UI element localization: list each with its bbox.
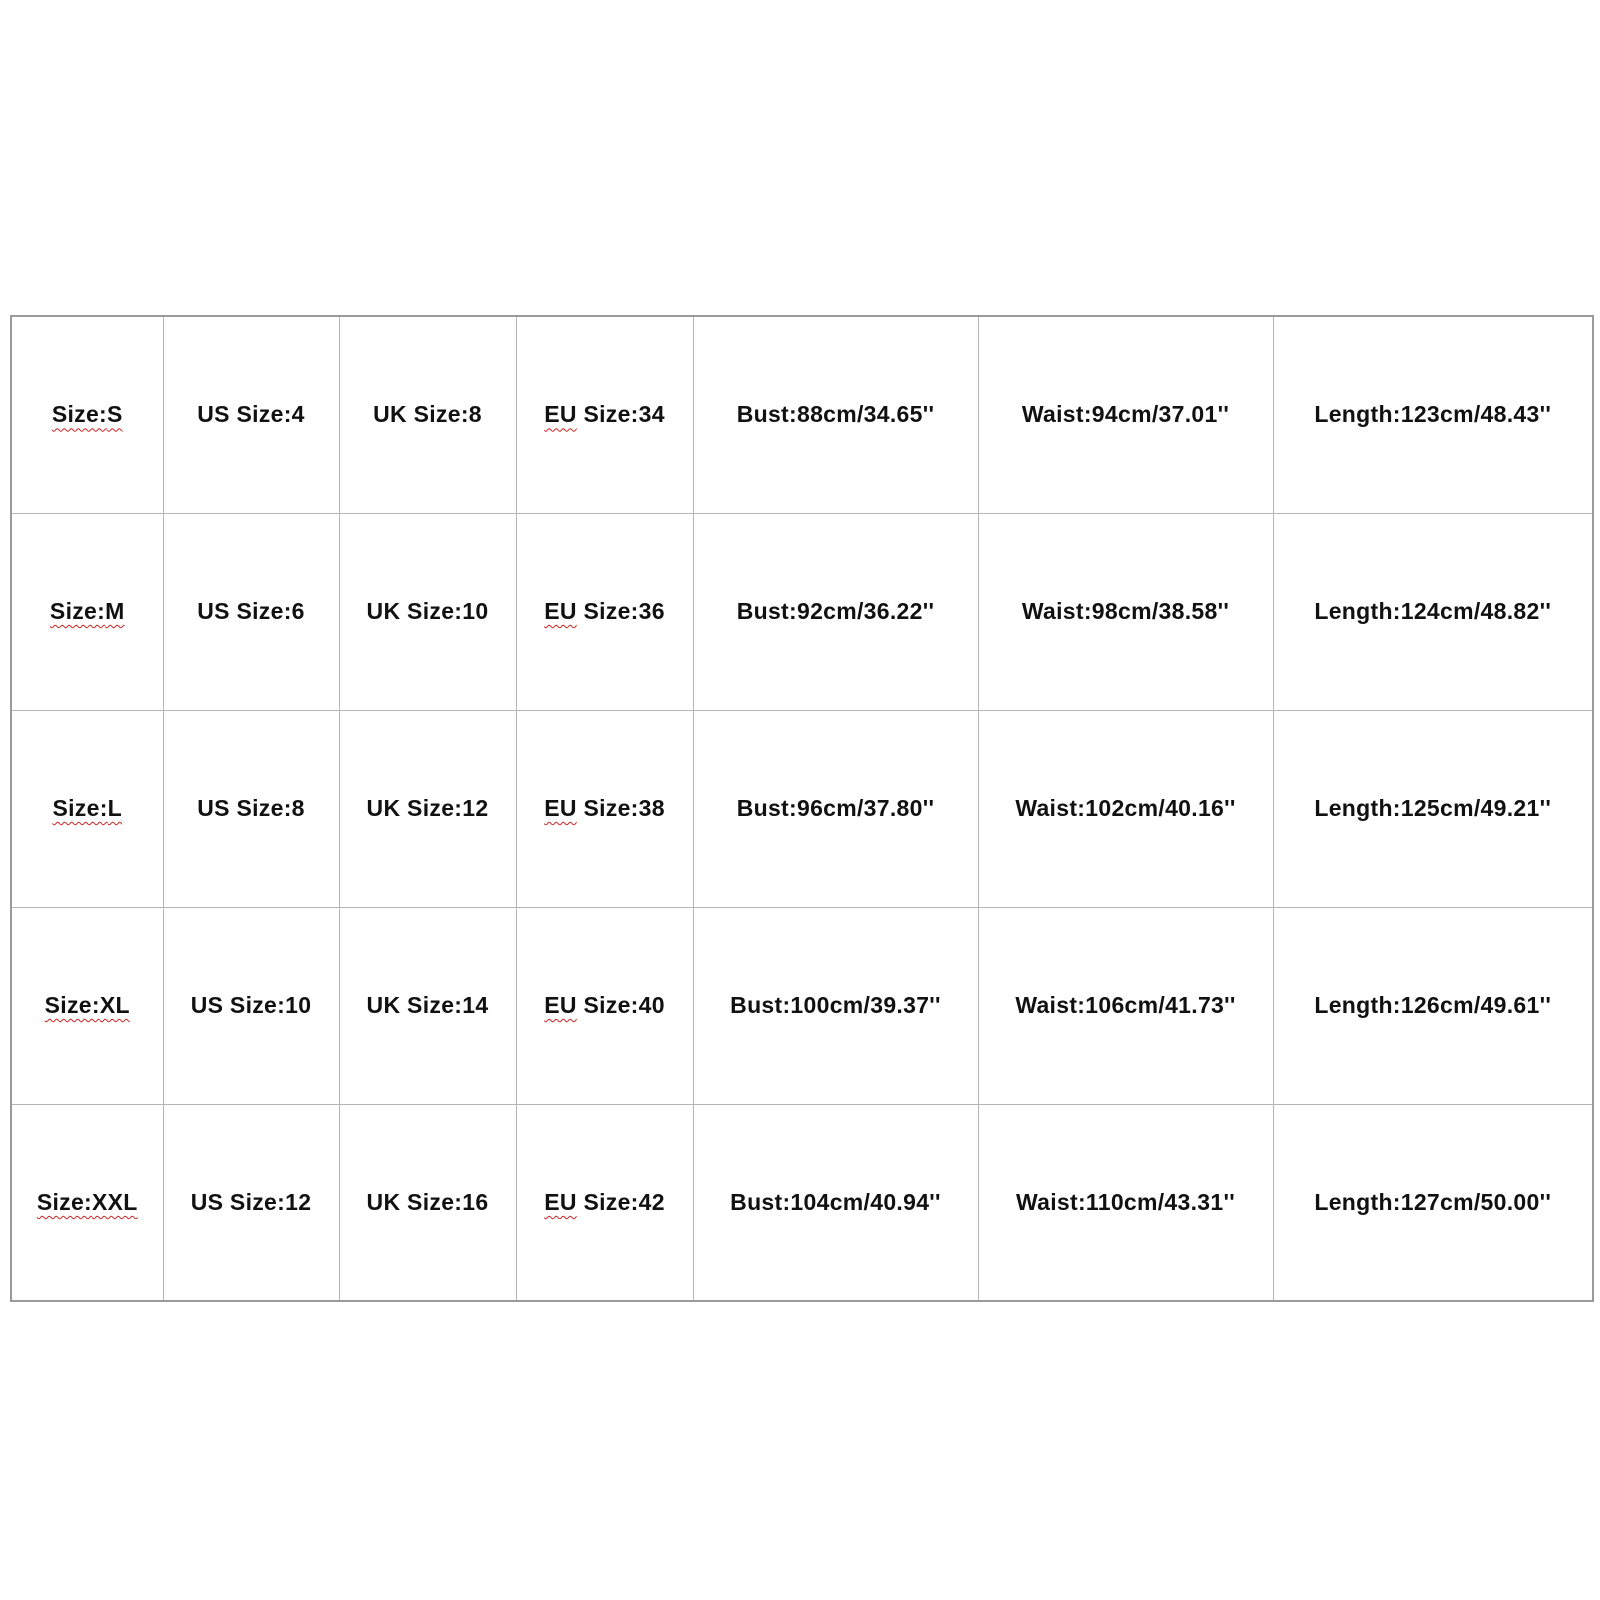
uk-size-value: 16 (462, 1188, 489, 1215)
us-size-prefix: US Size: (197, 598, 292, 624)
bust-cell: Bust:96cm/37.80'' (693, 710, 978, 907)
size-cell (11, 907, 163, 1104)
us-size-prefix: US Size: (190, 1188, 286, 1215)
uk-size-cell (339, 1104, 516, 1301)
uk-size-cell (339, 513, 516, 710)
eu-size-cell (516, 1104, 693, 1301)
uk-size-prefix: UK Size: (366, 795, 463, 821)
uk-size-value: 14 (462, 992, 489, 1018)
table-row-l (11, 710, 1593, 907)
us-size-value: 6 (291, 598, 305, 624)
size-cell (11, 513, 163, 710)
us-size-cell (163, 1104, 339, 1301)
us-size-value: 12 (285, 1188, 312, 1215)
size-cell (11, 710, 163, 907)
uk-size-cell (339, 710, 516, 907)
size-chart-table (10, 315, 1594, 1302)
eu-prefix: EU (544, 992, 577, 1018)
us-size-value: 8 (291, 795, 305, 821)
waist-cell: Waist:110cm/43.31'' (978, 1104, 1273, 1301)
waist-cell: Waist:98cm/38.58'' (978, 513, 1273, 710)
eu-prefix: EU (544, 598, 577, 624)
uk-size-prefix: UK Size: (373, 401, 469, 428)
us-size-prefix: US Size: (197, 401, 292, 428)
size-cell (11, 1104, 163, 1301)
uk-size-value: 12 (462, 795, 489, 821)
eu-prefix: EU (544, 1188, 577, 1215)
size-value: M (105, 598, 125, 624)
length-cell: Length:124cm/48.82'' (1273, 513, 1593, 710)
size-prefix: Size: (36, 1188, 93, 1215)
uk-size-prefix: UK Size: (366, 598, 463, 624)
uk-size-value: 8 (468, 401, 482, 428)
eu-size-cell (516, 710, 693, 907)
eu-prefix: EU (544, 795, 577, 821)
bust-cell: Bust:92cm/36.22'' (693, 513, 978, 710)
table-row-xl (11, 907, 1593, 1104)
bust-cell: Bust:100cm/39.37'' (693, 907, 978, 1104)
us-size-value: 4 (291, 401, 305, 428)
eu-size-value: Size:34 (576, 401, 665, 428)
eu-size-value: Size:42 (576, 1188, 665, 1215)
waist-cell: Waist:106cm/41.73'' (978, 907, 1273, 1104)
size-value: S (107, 401, 123, 428)
us-size-cell (163, 907, 339, 1104)
eu-size-value: Size:36 (576, 598, 665, 624)
uk-size-prefix: UK Size: (366, 1188, 463, 1215)
eu-size-value: Size:40 (576, 992, 665, 1018)
table-row-m (11, 513, 1593, 710)
table-row-s (11, 316, 1593, 513)
eu-prefix: EU (544, 401, 577, 428)
length-cell: Length:127cm/50.00'' (1273, 1104, 1593, 1301)
size-value: XL (99, 992, 130, 1018)
size-prefix: Size: (52, 795, 108, 821)
us-size-prefix: US Size: (190, 992, 286, 1018)
eu-size-value: Size:38 (576, 795, 665, 821)
length-cell: Length:123cm/48.43'' (1273, 316, 1593, 513)
size-cell (11, 316, 163, 513)
uk-size-cell (339, 907, 516, 1104)
length-cell: Length:125cm/49.21'' (1273, 710, 1593, 907)
eu-size-cell (516, 316, 693, 513)
us-size-cell (163, 710, 339, 907)
uk-size-prefix: UK Size: (366, 992, 463, 1018)
uk-size-value: 10 (462, 598, 489, 624)
waist-cell: Waist:94cm/37.01'' (978, 316, 1273, 513)
size-value: XXL (92, 1188, 138, 1215)
bust-cell: Bust:88cm/34.65'' (693, 316, 978, 513)
us-size-prefix: US Size: (197, 795, 292, 821)
size-prefix: Size: (51, 401, 108, 428)
size-prefix: Size: (49, 598, 106, 624)
eu-size-cell (516, 513, 693, 710)
us-size-cell (163, 316, 339, 513)
us-size-value: 10 (285, 992, 312, 1018)
eu-size-cell (516, 907, 693, 1104)
us-size-cell (163, 513, 339, 710)
size-value: L (107, 795, 123, 821)
size-prefix: Size: (44, 992, 100, 1018)
bust-cell: Bust:104cm/40.94'' (693, 1104, 978, 1301)
length-cell: Length:126cm/49.61'' (1273, 907, 1593, 1104)
waist-cell: Waist:102cm/40.16'' (978, 710, 1273, 907)
table-row-xxl (11, 1104, 1593, 1301)
uk-size-cell (339, 316, 516, 513)
